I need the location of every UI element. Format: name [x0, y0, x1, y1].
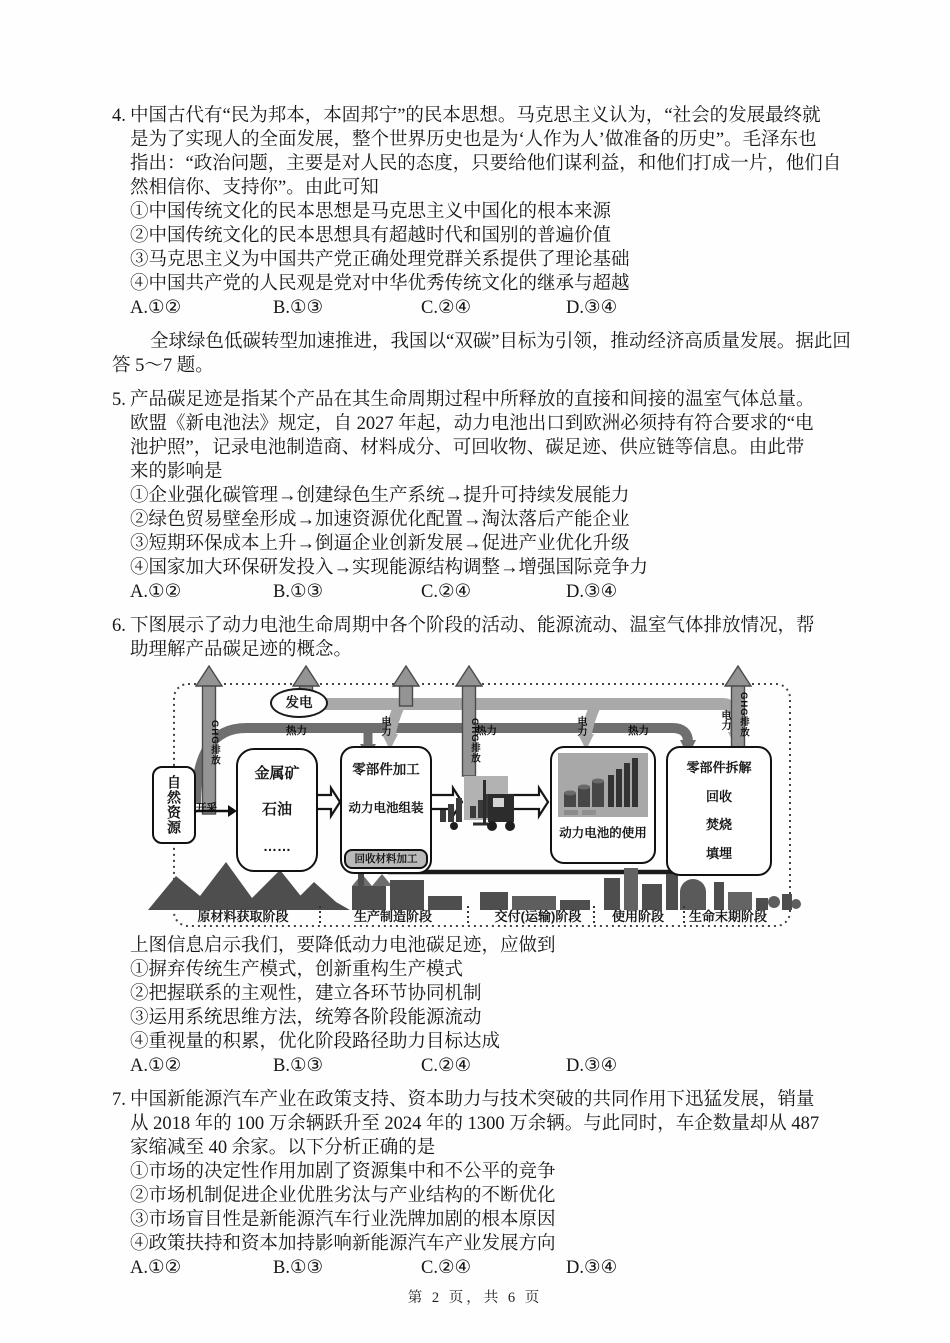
option-item: ③市场盲目性是新能源汽车行业洗牌加剧的根本原因 — [130, 1210, 556, 1230]
choices-row — [130, 296, 864, 320]
material-line: 石油 — [261, 801, 292, 818]
option-item: ④重视量的积累，优化阶段路径助力目标达成 — [130, 1032, 501, 1052]
question-line — [112, 1088, 864, 1112]
question-line: 从 2018 年的 100 万余辆跃升至 2024 年的 1300 万余辆。与此同时，车企数量却从 487 — [130, 1114, 820, 1134]
intro-line: 全球绿色低碳转型加速推进，我国以“双碳”目标为引领，推动经济高质量发展。据此回 — [150, 332, 851, 352]
electricity-label: 电力 — [575, 716, 586, 736]
choices-row — [130, 1054, 864, 1078]
material-line: 金属矿 — [254, 765, 300, 782]
recycled-material-badge: 回收材料加工 — [344, 849, 428, 869]
mining-label: 开采 — [196, 802, 217, 814]
option-item: ①中国传统文化的民本思想是马克思主义中国化的根本来源 — [130, 202, 612, 222]
question-text: 产品碳足迹是指某个产品在其生命周期过程中所释放的直接和间接的温室气体总量。 — [130, 390, 815, 410]
option-item: ①企业强化碳管理→创建绿色生产系统→提升可持续发展能力 — [130, 486, 630, 506]
option-item: ④中国共产党的人民观是党对中华优秀传统文化的继承与超越 — [130, 274, 630, 294]
power-generation-node: 发电 — [270, 688, 328, 718]
question-4 — [112, 104, 864, 320]
manufacture-line: 零部件加工 — [352, 762, 420, 777]
option-item: ④政策扶持和资本加持影响新能源汽车产业发展方向 — [130, 1234, 556, 1254]
question-line: 家缩减至 40 余家。以下分析正确的是 — [130, 1138, 436, 1158]
intro-paragraph — [112, 330, 864, 378]
intro-line: 答 5～7 题。 — [112, 356, 214, 376]
battery-lifecycle-diagram — [136, 664, 830, 930]
ghg-emission-label: GHG排放 — [469, 718, 480, 764]
choice-a: A.①② — [130, 582, 182, 602]
choice-a: A.①② — [130, 298, 182, 318]
ghg-emission-label: GHG排放 — [738, 692, 749, 738]
heat-label: 热力 — [476, 725, 497, 737]
choice-d: D.③④ — [566, 1056, 618, 1076]
natural-resources-box: 自然资源 — [152, 766, 196, 844]
question-line: 指出：“政治问题，主要是对人民的态度，只要给他们谋利益，和他们打成一片，他们自 — [130, 154, 842, 174]
choice-d: D.③④ — [566, 582, 618, 602]
question-line: 然相信你、支持你”。由此可知 — [130, 178, 379, 198]
stage-label-manufacturing: 生产制造阶段 — [353, 909, 432, 924]
question-number: 4. — [112, 106, 126, 126]
stage-label-raw-material: 原材料获取阶段 — [197, 909, 289, 924]
heat-label: 热力 — [286, 725, 307, 737]
question-line: 池护照”，记录电池制造商、材料成分、可回收物、碳足迹、供应链等信息。由此带 — [130, 438, 805, 458]
question-6 — [112, 614, 864, 1078]
battery-use-box — [550, 746, 656, 864]
option-item: ②中国传统文化的民本思想具有超越时代和国别的普遍价值 — [130, 226, 612, 246]
option-item: ②绿色贸易壁垒形成→加速资源优化配置→淘汰落后产能企业 — [130, 510, 630, 530]
question-line: 上图信息启示我们，要降低动力电池碳足迹，应做到 — [130, 936, 556, 956]
eol-line: 回收 — [705, 788, 732, 804]
eol-line: 填埋 — [705, 845, 732, 861]
question-text: 下图展示了动力电池生命周期中各个阶段的活动、能源流动、温室气体排放情况，帮 — [130, 616, 815, 636]
question-5 — [112, 388, 864, 604]
option-item: ③运用系统思维方法，统筹各阶段能源流动 — [130, 1008, 482, 1028]
material-line: …… — [263, 838, 291, 854]
question-line — [112, 388, 864, 412]
stage-label-delivery: 交付(运输)阶段 — [494, 909, 582, 924]
choice-b: B.①③ — [273, 582, 324, 602]
heat-label: 热力 — [628, 725, 649, 737]
page-footer: 第 2 页，共 6 页 — [407, 1290, 543, 1306]
choices-row — [130, 580, 864, 604]
option-item: ①摒弃传统生产模式，创新重构生产模式 — [130, 960, 464, 980]
choice-c: C.②④ — [421, 298, 472, 318]
manufacturing-box — [340, 746, 432, 874]
electricity-label: 电力 — [379, 716, 390, 736]
raw-materials-box — [236, 748, 318, 872]
electricity-label: 电力 — [719, 710, 730, 730]
question-line: 欧盟《新电池法》规定，自 2027 年起，动力电池出口到欧洲必须持有符合要求的“电 — [130, 414, 814, 434]
choice-b: B.①③ — [273, 1258, 324, 1278]
option-item: ②把握联系的主观性，建立各环节协同机制 — [130, 984, 482, 1004]
question-number: 5. — [112, 390, 126, 410]
choice-c: C.②④ — [421, 1056, 472, 1076]
question-number: 7. — [112, 1090, 126, 1110]
option-item: ③马克思主义为中国共产党正确处理党群关系提供了理论基础 — [130, 250, 630, 270]
question-7 — [112, 1088, 864, 1280]
manufacture-line: 动力电池组装 — [348, 801, 424, 815]
choices-row — [130, 1256, 864, 1280]
question-line: 来的影响是 — [130, 462, 223, 482]
battery-use-label: 动力电池的使用 — [559, 826, 647, 840]
battery-photo-graphic — [558, 753, 648, 817]
stage-label-end-of-life: 生命末期阶段 — [688, 909, 767, 924]
question-line: 助理解产品碳足迹的概念。 — [130, 640, 353, 660]
question-line: 是为了实现人的全面发展，整个世界历史也是为‘人作为人’做准备的历史”。毛泽东也 — [130, 130, 817, 150]
choice-c: C.②④ — [421, 1258, 472, 1278]
stage-label-use: 使用阶段 — [611, 909, 664, 924]
end-of-life-box — [666, 746, 772, 876]
question-text: 中国古代有“民为邦本，本固邦宁”的民本思想。马克思主义认为，“社会的发展最终就 — [130, 106, 821, 126]
question-number: 6. — [112, 616, 126, 636]
question-text: 中国新能源汽车产业在政策支持、资本助力与技术突破的共同作用下迅猛发展，销量 — [130, 1090, 815, 1110]
choice-b: B.①③ — [273, 298, 324, 318]
option-item: ③短期环保成本上升→倒逼企业创新发展→促进产业优化升级 — [130, 534, 630, 554]
question-line — [112, 614, 864, 638]
choice-d: D.③④ — [566, 298, 618, 318]
option-item: ④国家加大环保研发投入→实现能源结构调整→增强国际竞争力 — [130, 558, 649, 578]
exam-page-content — [112, 104, 864, 1290]
option-item: ①市场的决定性作用加剧了资源集中和不公平的竞争 — [130, 1162, 556, 1182]
choice-a: A.①② — [130, 1258, 182, 1278]
eol-line: 零部件拆解 — [686, 760, 752, 776]
choice-a: A.①② — [130, 1056, 182, 1076]
ghg-emission-label: GHG排放 — [209, 720, 220, 766]
choice-b: B.①③ — [273, 1056, 324, 1076]
option-item: ②市场机制促进企业优胜劣汰与产业结构的不断优化 — [130, 1186, 556, 1206]
choice-c: C.②④ — [421, 582, 472, 602]
choice-d: D.③④ — [566, 1258, 618, 1278]
question-line — [112, 104, 864, 128]
eol-line: 焚烧 — [705, 817, 732, 833]
